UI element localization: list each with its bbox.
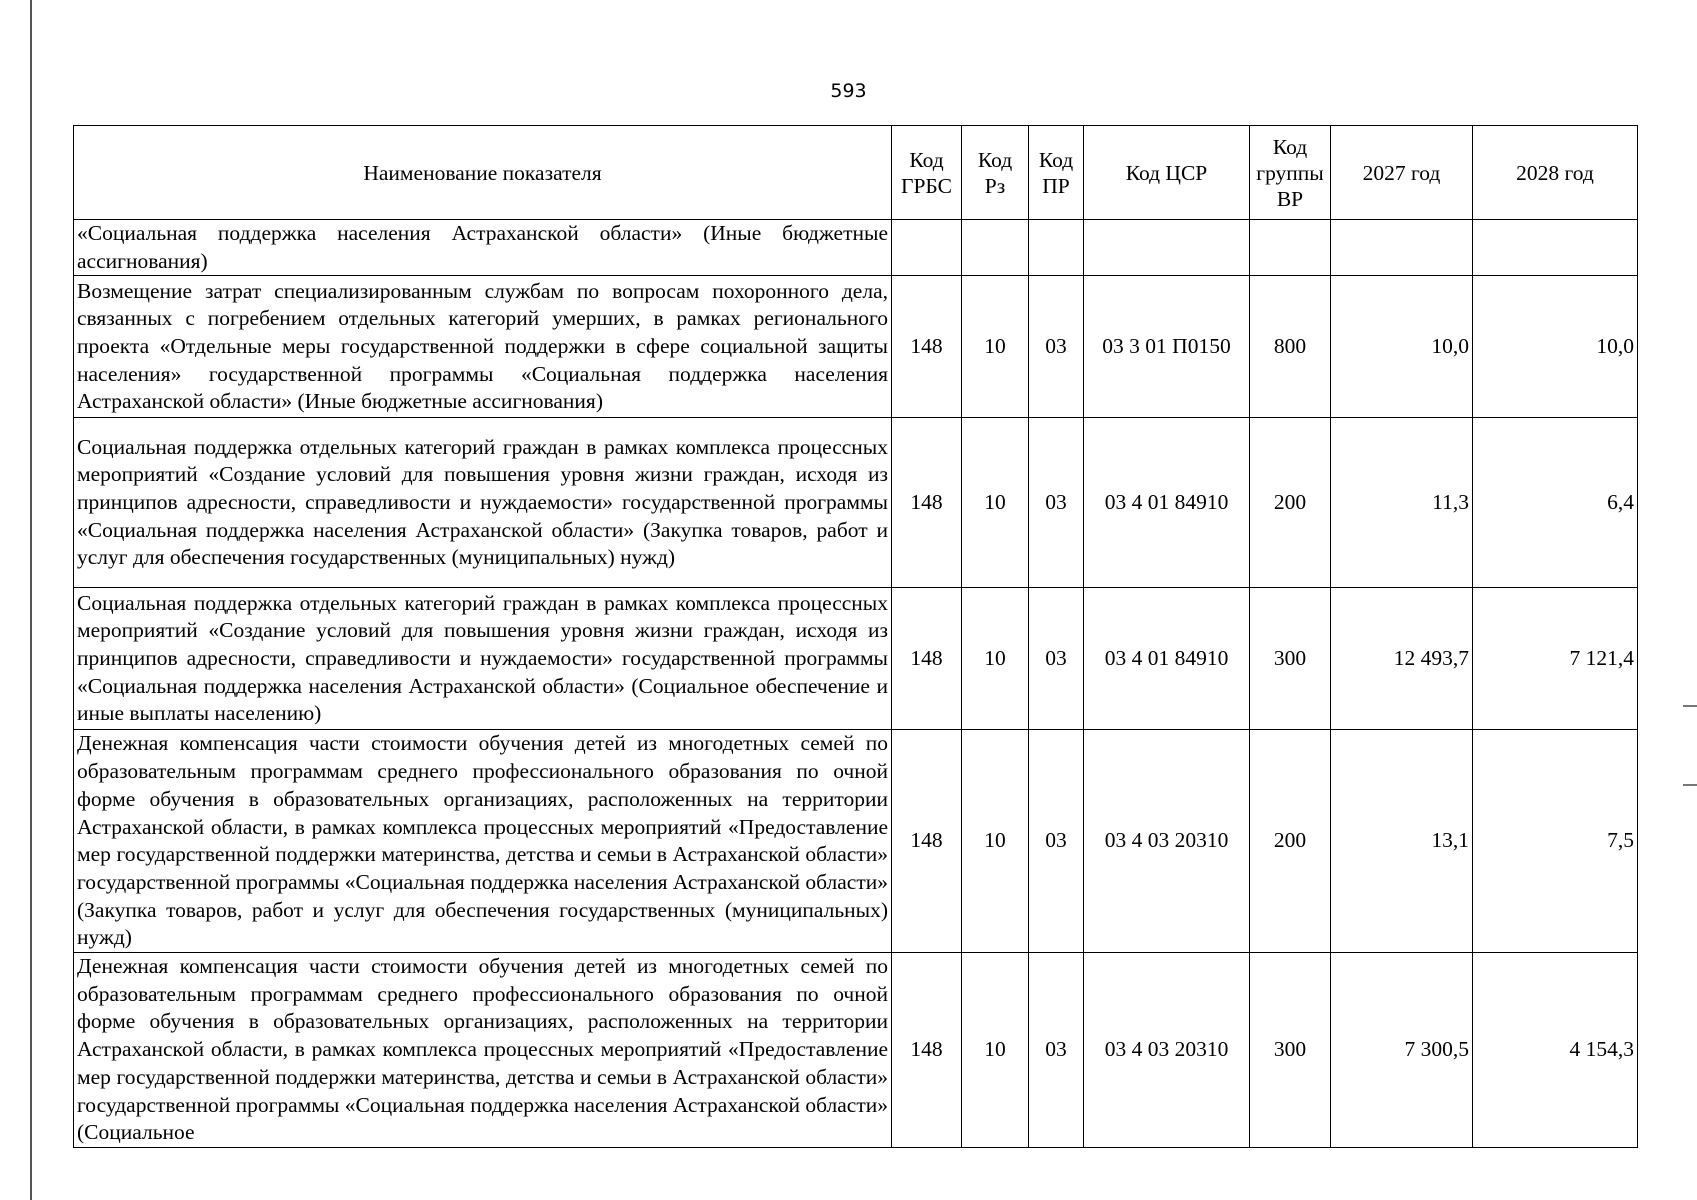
row-rz: 10 — [962, 588, 1029, 730]
row-grbs: 148 — [892, 730, 962, 953]
header-rz: Код Рз — [962, 126, 1029, 220]
row-2028 — [1473, 220, 1638, 276]
header-csr: Код ЦСР — [1084, 126, 1250, 220]
row-pr: 03 — [1029, 953, 1084, 1148]
row-name: Социальная поддержка отдельных категорий граждан в рамках комплекса процессных мероприятий «Создание условий для повышения уровня жизни граждан, исходя из принципов адресности, справедливости и нуждаемости» государственной программы «Социальная поддержка населения Астраханской области» (Социальное обеспечение и иные выплаты населению) — [74, 588, 892, 730]
row-csr: 03 4 01 84910 — [1084, 418, 1250, 588]
row-name: Возмещение затрат специализированным службам по вопросам похоронного дела, связанных с погребением отдельных категорий умерших, в рамках регионального проекта «Отдельные меры государственной поддержки в сфере социальной защиты населения» государственной программы «Социальная поддержка населения Астраханской области» (Иные бюджетные ассигнования) — [74, 276, 892, 418]
row-name: Социальная поддержка отдельных категорий граждан в рамках комплекса процессных мероприятий «Создание условий для повышения уровня жизни граждан, исходя из принципов адресности, справедливости и нуждаемости» государственной программы «Социальная поддержка населения Астраханской области» (Закупка товаров, работ и услуг для обеспечения государственных (муниципальных) нужд) — [74, 418, 892, 588]
row-vr: 200 — [1250, 730, 1331, 953]
row-grbs: 148 — [892, 588, 962, 730]
page-number: 593 — [830, 80, 867, 102]
row-2027: 12 493,7 — [1331, 588, 1473, 730]
row-2028: 7 121,4 — [1473, 588, 1638, 730]
row-2027: 7 300,5 — [1331, 953, 1473, 1148]
table-row — [74, 730, 1638, 953]
row-grbs: 148 — [892, 418, 962, 588]
row-pr: 03 — [1029, 418, 1084, 588]
table-row — [74, 588, 1638, 730]
row-pr — [1029, 220, 1084, 276]
row-vr: 300 — [1250, 588, 1331, 730]
header-grbs: Код ГРБС — [892, 126, 962, 220]
row-csr — [1084, 220, 1250, 276]
row-name: Денежная компенсация части стоимости обучения детей из многодетных семей по образовательным программам среднего профессионального образования по очной форме обучения в образовательных организациях, расположенных на территории Астраханской области, в рамках комплекса процессных мероприятий «Предоставление мер государственной поддержки материнства, детства и семьи в Астраханской области» государственной программы «Социальная поддержка населения Астраханской области» (Социальное — [74, 953, 892, 1148]
row-rz — [962, 220, 1029, 276]
row-2027: 11,3 — [1331, 418, 1473, 588]
header-vr: Код группы ВР — [1250, 126, 1331, 220]
row-2027: 10,0 — [1331, 276, 1473, 418]
row-pr: 03 — [1029, 588, 1084, 730]
row-2028: 4 154,3 — [1473, 953, 1638, 1148]
row-2028: 6,4 — [1473, 418, 1638, 588]
row-rz: 10 — [962, 953, 1029, 1148]
row-2028: 10,0 — [1473, 276, 1638, 418]
scan-mark — [1683, 705, 1697, 707]
row-rz: 10 — [962, 276, 1029, 418]
row-name: «Социальная поддержка населения Астраханской области» (Иные бюджетные ассигнования) — [74, 220, 892, 276]
scan-edge-line — [30, 0, 32, 1200]
row-vr: 300 — [1250, 953, 1331, 1148]
row-vr: 800 — [1250, 276, 1331, 418]
table-row — [74, 953, 1638, 1148]
row-grbs: 148 — [892, 276, 962, 418]
row-name: Денежная компенсация части стоимости обучения детей из многодетных семей по образовательным программам среднего профессионального образования по очной форме обучения в образовательных организациях, расположенных на территории Астраханской области, в рамках комплекса процессных мероприятий «Предоставление мер государственной поддержки материнства, детства и семьи в Астраханской области» государственной программы «Социальная поддержка населения Астраханской области» (Закупка товаров, работ и услуг для обеспечения государственных (муниципальных) нужд) — [74, 730, 892, 953]
row-2028: 7,5 — [1473, 730, 1638, 953]
table-row — [74, 220, 1638, 276]
header-2028: 2028 год — [1473, 126, 1638, 220]
row-csr: 03 4 03 20310 — [1084, 953, 1250, 1148]
header-pr: Код ПР — [1029, 126, 1084, 220]
row-grbs — [892, 220, 962, 276]
row-2027 — [1331, 220, 1473, 276]
row-grbs: 148 — [892, 953, 962, 1148]
row-csr: 03 4 01 84910 — [1084, 588, 1250, 730]
row-2027: 13,1 — [1331, 730, 1473, 953]
table-row — [74, 418, 1638, 588]
row-vr — [1250, 220, 1331, 276]
row-vr: 200 — [1250, 418, 1331, 588]
row-rz: 10 — [962, 730, 1029, 953]
header-name: Наименование показателя — [74, 126, 892, 220]
row-csr: 03 4 03 20310 — [1084, 730, 1250, 953]
row-pr: 03 — [1029, 276, 1084, 418]
scan-mark — [1683, 784, 1697, 786]
row-csr: 03 3 01 П0150 — [1084, 276, 1250, 418]
table-header-row — [74, 126, 1638, 220]
budget-table — [73, 125, 1638, 1148]
row-pr: 03 — [1029, 730, 1084, 953]
table-row — [74, 276, 1638, 418]
row-rz: 10 — [962, 418, 1029, 588]
header-2027: 2027 год — [1331, 126, 1473, 220]
